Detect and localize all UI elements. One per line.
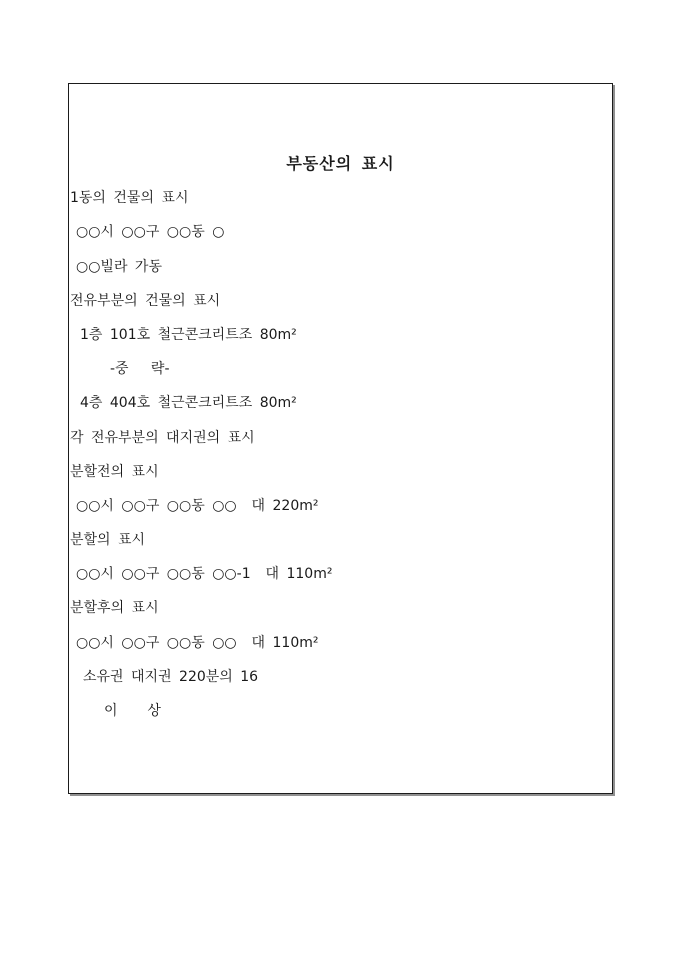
document-line: 분할전의 표시 — [70, 463, 159, 480]
document-line: 전유부분의 건물의 표시 — [70, 292, 221, 309]
document-line: 1층 101호 철근콘크리트조 80m² — [80, 326, 297, 343]
document-line: 각 전유부분의 대지권의 표시 — [70, 429, 255, 446]
document-line: ○○시 ○○구 ○○동 ○○-1 대 110m² — [76, 566, 333, 583]
document-line: 이 상 — [104, 703, 161, 719]
real-estate-description-box — [68, 83, 613, 794]
document-line: ○○시 ○○구 ○○동 ○○ 대 220m² — [76, 497, 319, 514]
document-content — [69, 84, 612, 728]
document-title: 부동산의 표시 — [286, 154, 395, 173]
document-line: 1동의 건물의 표시 — [70, 190, 189, 207]
document-line: 분할의 표시 — [70, 532, 146, 549]
document-line: -중 략- — [110, 361, 170, 378]
document-line: 4층 404호 철근콘크리트조 80m² — [80, 395, 297, 412]
document-line: 분할후의 표시 — [70, 600, 159, 617]
document-line: ○○시 ○○구 ○○동 ○○ 대 110m² — [76, 634, 319, 651]
document-line: ○○시 ○○구 ○○동 ○ — [76, 224, 225, 241]
document-line: 소유권 대지권 220분의 16 — [83, 668, 259, 685]
document-line: ○○빌라 가동 — [76, 258, 162, 275]
